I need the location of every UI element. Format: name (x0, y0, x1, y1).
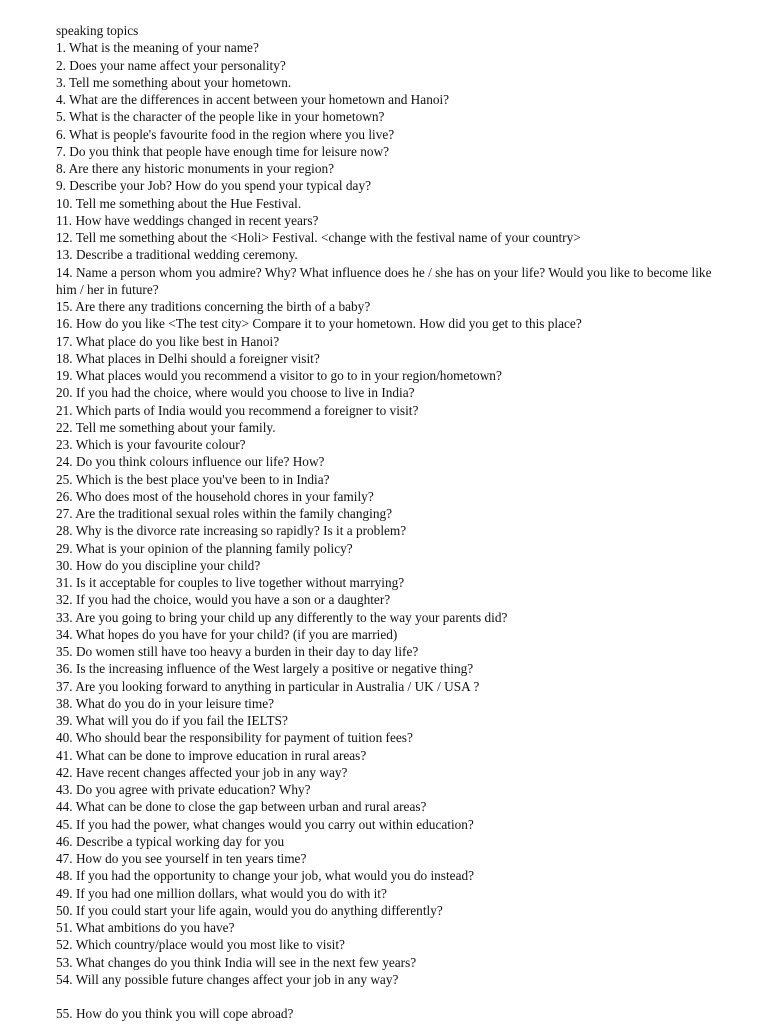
list-item: 8. Are there any historic monuments in your region? (56, 161, 335, 176)
list-item: 33. Are you going to bring your child up any differently to the way your parents did? (56, 609, 508, 625)
list-item: 31. Is it acceptable for couples to live together without marrying? (56, 575, 405, 590)
list-item: 15. Are there any traditions concerning the birth of a baby? (56, 299, 371, 314)
list-item: 28. Why is the divorce rate increasing so rapidly? Is it a problem? (56, 523, 407, 539)
list-item: 2. Does your name affect your personality? (56, 57, 286, 73)
list-item: 1. What is the meaning of your name? (56, 40, 259, 56)
list-item: 37. Are you looking forward to anything in particular in Australia / UK / USA ? (56, 678, 480, 694)
list-item: 19. What places would you recommend a visitor to go to in your region/hometown? (56, 368, 502, 383)
list-item: 46. Describe a typical working day for you (56, 833, 285, 849)
list-item: 26. Who does most of the household chores in your family? (56, 488, 374, 504)
list-item: 14. Name a person whom you admire? Why? What influence does he / she has on your life? Would you like to become like him / her in future? (56, 264, 715, 297)
list-item-cut-off: 55. How do you think you will cope abroad? (56, 1006, 294, 1022)
list-item: 21. Which parts of India would you recommend a foreigner to visit? (56, 402, 419, 418)
list-item: 4. What are the differences in accent between your hometown and Hanoi? (56, 92, 450, 107)
list-item: 13. Describe a traditional wedding ceremony. (56, 247, 298, 263)
topic-list (56, 39, 716, 988)
list-item: 6. What is people's favourite food in the region where you live? (56, 126, 395, 142)
list-item: 50. If you could start your life again, would you do anything differently? (56, 902, 443, 918)
list-item: 27. Are the traditional sexual roles within the family changing? (56, 506, 393, 521)
list-item: 49. If you had one million dollars, what would you do with it? (56, 885, 387, 901)
list-item: 10. Tell me something about the Hue Festival. (56, 195, 302, 211)
list-item: 20. If you had the choice, where would you choose to live in India? (56, 385, 415, 401)
list-item: 42. Have recent changes affected your job in any way? (56, 764, 348, 780)
list-item: 43. Do you agree with private education? Why? (56, 782, 311, 797)
list-item: 25. Which is the best place you've been to in India? (56, 471, 330, 487)
list-item: 35. Do women still have too heavy a burden in their day to day life? (56, 644, 419, 659)
list-item: 34. What hopes do you have for your child? (if you are married) (56, 626, 398, 642)
list-item: 39. What will you do if you fail the IELTS? (56, 713, 288, 728)
list-item: 12. Tell me something about the <Holi> Festival. <change with the festival name of your country> (56, 230, 581, 245)
list-item: 52. Which country/place would you most like to visit? (56, 937, 345, 953)
list-item: 5. What is the character of the people like in your hometown? (56, 109, 385, 125)
list-item: 17. What place do you like best in Hanoi? (56, 333, 280, 349)
list-item: 7. Do you think that people have enough time for leisure now? (56, 143, 390, 159)
list-item: 3. Tell me something about your hometown. (56, 74, 292, 90)
list-item: 22. Tell me something about your family. (56, 419, 276, 435)
list-item: 36. Is the increasing influence of the West largely a positive or negative thing? (56, 661, 474, 677)
list-item: 54. Will any possible future changes affect your job in any way? (56, 971, 399, 987)
list-item: 32. If you had the choice, would you have a son or a daughter? (56, 592, 391, 608)
list-item: 18. What places in Delhi should a foreigner visit? (56, 350, 320, 366)
list-item: 53. What changes do you think India will see in the next few years? (56, 954, 417, 970)
list-item: 29. What is your opinion of the planning family policy? (56, 540, 353, 556)
list-item: 30. How do you discipline your child? (56, 557, 261, 573)
list-item: 44. What can be done to close the gap between urban and rural areas? (56, 799, 427, 815)
list-item: 40. Who should bear the responsibility for payment of tuition fees? (56, 730, 413, 746)
list-item: 47. How do you see yourself in ten years time? (56, 851, 307, 866)
list-item: 16. How do you like <The test city> Compare it to your hometown. How did you get to this place? (56, 316, 582, 332)
list-item: 48. If you had the opportunity to change your job, what would you do instead? (56, 868, 475, 884)
list-item: 9. Describe your Job? How do you spend your typical day? (56, 178, 371, 194)
list-item: 38. What do you do in your leisure time? (56, 695, 275, 711)
list-item: 24. Do you think colours influence our life? How? (56, 454, 325, 470)
list-item: 11. How have weddings changed in recent years? (56, 212, 319, 228)
document-body (56, 22, 716, 1023)
document-title: speaking topics (56, 23, 139, 38)
list-item: 41. What can be done to improve education in rural areas? (56, 747, 367, 763)
blank-line (56, 988, 716, 1005)
list-item: 45. If you had the power, what changes would you carry out within education? (56, 816, 474, 832)
list-item: 51. What ambitions do you have? (56, 920, 235, 935)
list-item: 23. Which is your favourite colour? (56, 437, 246, 452)
